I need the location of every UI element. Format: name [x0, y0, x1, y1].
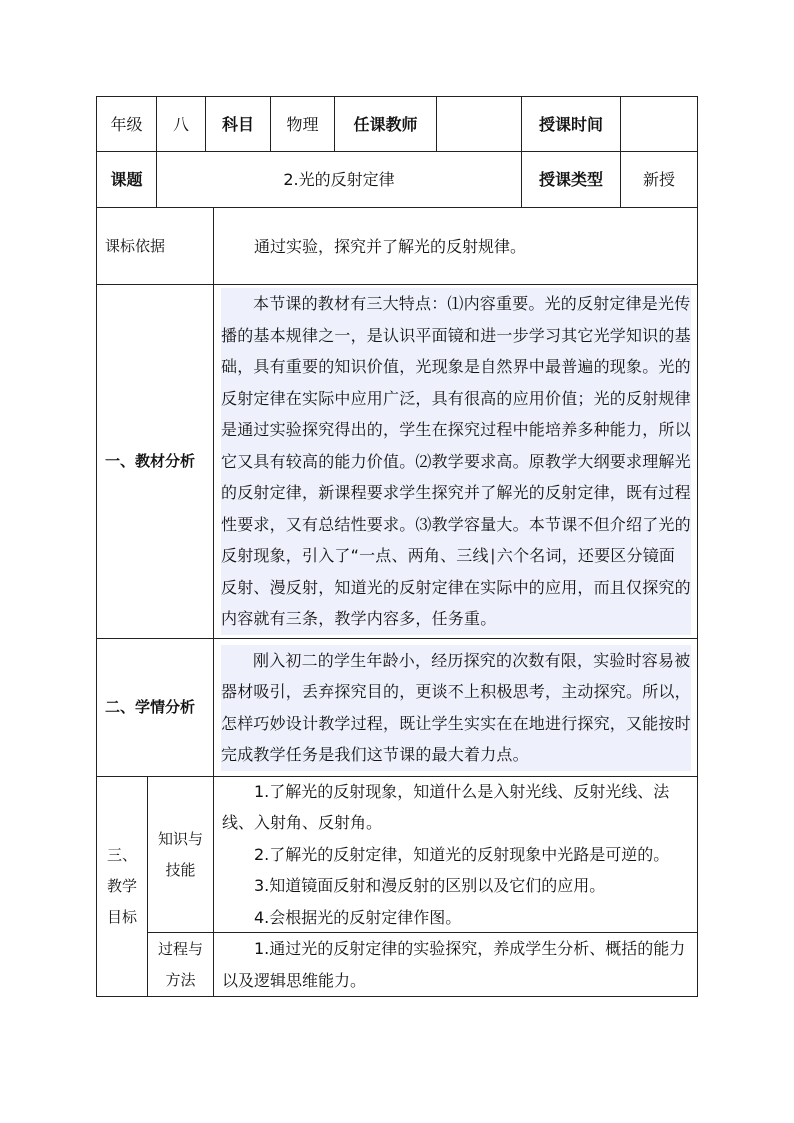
- students-label: 二、学情分析: [96, 638, 214, 777]
- knowledge-item: 2.了解光的反射定律，知道光的反射现象中光路是可逆的。: [254, 844, 670, 864]
- material-text: 本节课的教材有三大特点：⑴内容重要。光的反射定律是光传播的基本规律之一，是认识平面镜和进一步学习其它光学知识的基础，具有重要的知识价值，光现象是自然界中最普遍的现象。光的反射定律在实际中应用广泛，具有很高的应用价值；光的反射规律是通过实验探究得出的，学生在探究过程中能培养多种能力，所以它又具有较高的能力价值。⑵教学要求高。原教学大纲要求理解光的反射定律，新课程要求学生探究并了解光的反射定律，既有过程性要求，又有总结性要求。⑶教学容量大。本节课不但介绍了光的反射现象，引入了“一点、两角、三线∣六个名词，还要区分镜面反射、漫反射，知道光的反射定律在实际中的应用，而且仅探究的内容就有三条，教学内容多，任务重。: [221, 288, 691, 635]
- material-cell: [213, 284, 698, 639]
- knowledge-item: 4.会根据光的反射定律作图。: [254, 907, 462, 927]
- knowledge-item: 1.了解光的反射现象，知道什么是入射光线、反射光线、法线、入射角、反射角。: [222, 781, 670, 833]
- knowledge-label: 知识与 技能: [147, 776, 214, 933]
- time-value: [620, 96, 698, 152]
- knowledge-cell: [213, 776, 698, 933]
- grade-value: 八: [156, 96, 206, 152]
- teacher-label: 任课教师: [334, 96, 437, 152]
- subject-label: 科目: [205, 96, 271, 152]
- knowledge-list: [222, 776, 691, 934]
- students-cell: [213, 638, 698, 777]
- material-label: 一、教材分析: [96, 284, 214, 639]
- process-label: 过程与 方法: [147, 932, 214, 997]
- knowledge-item: 3.知道镜面反射和漫反射的区别以及它们的应用。: [254, 876, 606, 896]
- type-label: 授课类型: [521, 151, 621, 208]
- basis-label: 课标依据: [96, 207, 214, 285]
- time-label: 授课时间: [521, 96, 621, 152]
- topic-value: 2.光的反射定律: [156, 151, 522, 208]
- teacher-value: [436, 96, 522, 152]
- basis-cell: [213, 207, 698, 285]
- goals-label: 三、 教学 目标: [96, 776, 148, 997]
- subject-value: 物理: [270, 96, 335, 152]
- topic-label: 课题: [96, 151, 157, 208]
- basis-text: 通过实验，探究并了解光的反射规律。: [254, 236, 527, 256]
- type-value: 新授: [620, 151, 698, 208]
- process-item: 1.通过光的反射定律的实验探究，养成学生分析、概括的能力以及逻辑思维能力。: [222, 939, 686, 990]
- process-cell: [213, 932, 698, 997]
- students-text: 刚入初二的学生年龄小，经历探究的次数有限，实验时容易被器材吸引，丢弃探究目的，更谈不上积极思考，主动探究。所以，怎样巧妙设计教学过程，既让学生实实在在地进行探究，又能按时完成教学任务是我们这节课的最大着力点。: [221, 645, 691, 771]
- grade-label: 年级: [96, 96, 157, 152]
